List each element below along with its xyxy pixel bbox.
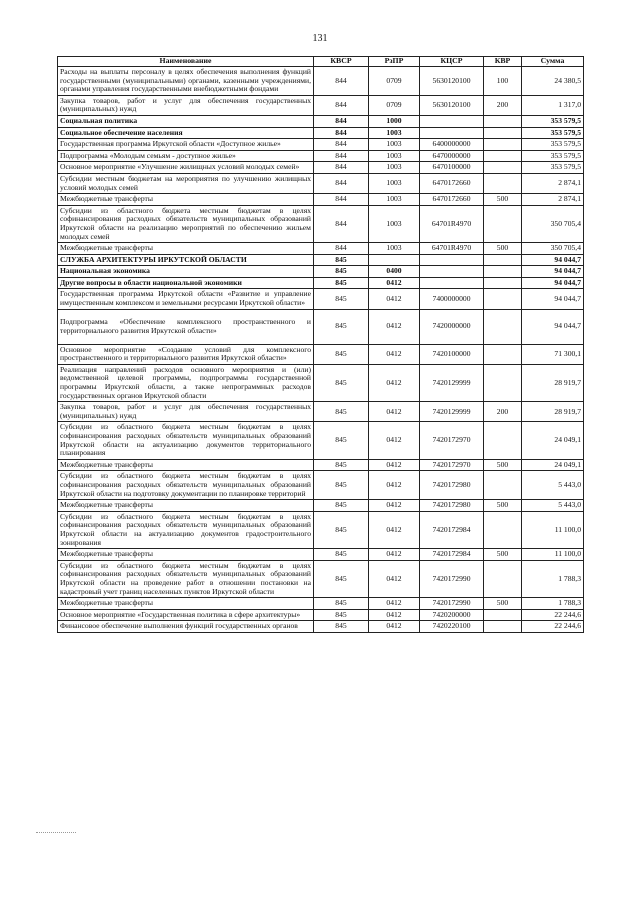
row-kvsr-cell: 845	[314, 344, 369, 364]
table-row	[58, 598, 584, 610]
table-row	[58, 364, 584, 401]
row-kcsr-cell: 7420172980	[420, 500, 484, 512]
row-kvr-cell: 500	[484, 459, 522, 471]
header-rzpr: РзПР	[369, 57, 420, 67]
table-row	[58, 67, 584, 96]
row-kvsr-cell: 845	[314, 560, 369, 597]
row-kcsr-cell	[420, 266, 484, 278]
row-kcsr-cell	[420, 115, 484, 127]
row-rzpr-cell	[369, 254, 420, 266]
row-rzpr-cell: 0412	[369, 560, 420, 597]
header-row	[58, 57, 584, 67]
row-kcsr-cell: 7400000000	[420, 289, 484, 309]
row-kcsr-cell: 6470172660	[420, 194, 484, 206]
table-row	[58, 511, 584, 548]
row-sum-cell: 353 579,5	[522, 115, 584, 127]
row-sum-cell: 24 380,5	[522, 67, 584, 96]
table-row	[58, 127, 584, 139]
row-sum-cell: 1 788,3	[522, 598, 584, 610]
table-row	[58, 243, 584, 255]
table-row	[58, 500, 584, 512]
row-kvr-cell: 500	[484, 598, 522, 610]
row-kvr-cell	[484, 560, 522, 597]
row-sum-cell: 2 874,1	[522, 173, 584, 193]
row-kvsr-cell: 845	[314, 549, 369, 561]
scan-artifact	[36, 832, 76, 834]
row-kcsr-cell: 6470000000	[420, 150, 484, 162]
table-row	[58, 422, 584, 459]
row-rzpr-cell: 0400	[369, 266, 420, 278]
row-kvr-cell	[484, 162, 522, 174]
row-sum-cell: 353 579,5	[522, 150, 584, 162]
row-kvr-cell	[484, 277, 522, 289]
row-kvr-cell	[484, 621, 522, 633]
row-kvr-cell: 500	[484, 194, 522, 206]
row-name-cell: Другие вопросы в области национальной экономики	[58, 277, 314, 289]
row-kcsr-cell: 7420172990	[420, 598, 484, 610]
table-row	[58, 344, 584, 364]
header-kvsr: КВСР	[314, 57, 369, 67]
row-rzpr-cell: 0412	[369, 471, 420, 500]
row-name-cell: Государственная программа Иркутской области «Развитие и управление имущественным комплексом и земельными ресурсами Иркутской области»	[58, 289, 314, 309]
row-sum-cell: 350 705,4	[522, 205, 584, 242]
row-rzpr-cell: 0412	[369, 289, 420, 309]
row-sum-cell: 353 579,5	[522, 127, 584, 139]
row-kvr-cell: 100	[484, 67, 522, 96]
row-rzpr-cell: 1003	[369, 150, 420, 162]
row-sum-cell: 94 044,7	[522, 289, 584, 309]
row-name-cell: Субсидии из областного бюджета местным бюджетам в целях софинансирования расходных обязательств муниципальных образований Иркутской области на проведение работ в отношении постановки на кадастровый учет границ населенных пунктов Иркутской области	[58, 560, 314, 597]
row-kvr-cell: 200	[484, 402, 522, 422]
row-rzpr-cell: 1003	[369, 127, 420, 139]
row-sum-cell: 353 579,5	[522, 139, 584, 151]
table-row	[58, 205, 584, 242]
table-row	[58, 162, 584, 174]
header-name: Наименование	[58, 57, 314, 67]
row-kvsr-cell: 844	[314, 205, 369, 242]
row-kvsr-cell: 844	[314, 127, 369, 139]
row-name-cell: Финансовое обеспечение выполнения функций государственных органов	[58, 621, 314, 633]
row-name-cell: Социальная политика	[58, 115, 314, 127]
row-kcsr-cell: 7420200000	[420, 609, 484, 621]
row-rzpr-cell: 0412	[369, 511, 420, 548]
row-kvsr-cell: 845	[314, 277, 369, 289]
page-number: 131	[312, 33, 328, 44]
row-name-cell: Межбюджетные трансферты	[58, 459, 314, 471]
row-kvsr-cell: 845	[314, 289, 369, 309]
table-row	[58, 254, 584, 266]
row-kvr-cell	[484, 254, 522, 266]
row-name-cell: Расходы на выплаты персоналу в целях обеспечения выполнения функций государственными (муниципальными) органами, казенными учреждениями, органами управления государственными внебюджетными фондами	[58, 67, 314, 96]
row-kvsr-cell: 845	[314, 500, 369, 512]
row-kcsr-cell: 5630120100	[420, 95, 484, 115]
header-kvr: КВР	[484, 57, 522, 67]
row-sum-cell: 1 788,3	[522, 560, 584, 597]
row-kvr-cell: 500	[484, 549, 522, 561]
row-kvsr-cell: 844	[314, 95, 369, 115]
row-sum-cell: 5 443,0	[522, 471, 584, 500]
row-rzpr-cell: 1003	[369, 173, 420, 193]
row-kvr-cell	[484, 609, 522, 621]
row-rzpr-cell: 0709	[369, 67, 420, 96]
row-kvr-cell	[484, 266, 522, 278]
row-sum-cell: 11 100,0	[522, 511, 584, 548]
row-kvsr-cell: 845	[314, 254, 369, 266]
row-rzpr-cell: 0412	[369, 364, 420, 401]
row-kvsr-cell: 844	[314, 173, 369, 193]
row-kvsr-cell: 845	[314, 309, 369, 344]
table-row	[58, 289, 584, 309]
row-rzpr-cell: 0412	[369, 459, 420, 471]
row-rzpr-cell: 0709	[369, 95, 420, 115]
table-row	[58, 150, 584, 162]
row-kcsr-cell: 64701R4970	[420, 205, 484, 242]
row-kvr-cell	[484, 173, 522, 193]
table-header	[58, 57, 584, 67]
row-kvsr-cell: 845	[314, 459, 369, 471]
row-rzpr-cell: 1003	[369, 162, 420, 174]
row-sum-cell: 5 443,0	[522, 500, 584, 512]
table-row	[58, 621, 584, 633]
row-kcsr-cell: 7420172980	[420, 471, 484, 500]
row-sum-cell: 28 919,7	[522, 402, 584, 422]
table-row	[58, 309, 584, 344]
row-sum-cell: 94 044,7	[522, 309, 584, 344]
row-kvsr-cell: 844	[314, 115, 369, 127]
row-sum-cell: 22 244,6	[522, 609, 584, 621]
row-kvsr-cell: 845	[314, 609, 369, 621]
row-kvr-cell	[484, 139, 522, 151]
row-kcsr-cell: 7420220100	[420, 621, 484, 633]
row-name-cell: Субсидии из областного бюджета местным бюджетам в целях софинансирования расходных обязательств муниципальных образований Иркутской области на реализацию мероприятий по обеспечению жильем молодых семей	[58, 205, 314, 242]
row-kvsr-cell: 845	[314, 621, 369, 633]
header-sum: Сумма	[522, 57, 584, 67]
row-name-cell: Субсидии из областного бюджета местным бюджетам в целях софинансирования расходных обязательств муниципальных образований Иркутской области на актуализацию документов градостроительного зонирования	[58, 511, 314, 548]
row-kvr-cell	[484, 150, 522, 162]
header-kcsr: КЦСР	[420, 57, 484, 67]
row-name-cell: СЛУЖБА АРХИТЕКТУРЫ ИРКУТСКОЙ ОБЛАСТИ	[58, 254, 314, 266]
row-kvsr-cell: 845	[314, 511, 369, 548]
row-kvr-cell	[484, 309, 522, 344]
row-sum-cell: 24 049,1	[522, 459, 584, 471]
row-kcsr-cell: 64701R4970	[420, 243, 484, 255]
row-kcsr-cell: 7420172984	[420, 511, 484, 548]
row-sum-cell: 2 874,1	[522, 194, 584, 206]
row-sum-cell: 94 044,7	[522, 254, 584, 266]
row-kvr-cell	[484, 127, 522, 139]
row-kcsr-cell: 6470100000	[420, 162, 484, 174]
row-name-cell: Основное мероприятие «Государственная политика в сфере архитектуры»	[58, 609, 314, 621]
row-sum-cell: 1 317,0	[522, 95, 584, 115]
row-kvsr-cell: 845	[314, 422, 369, 459]
table-row	[58, 560, 584, 597]
row-kcsr-cell: 7420100000	[420, 344, 484, 364]
row-name-cell: Подпрограмма «Обеспечение комплексного пространственного и территориального развития Иркутской области»	[58, 309, 314, 344]
row-kvr-cell: 500	[484, 243, 522, 255]
table-row	[58, 115, 584, 127]
table-row	[58, 402, 584, 422]
row-rzpr-cell: 0412	[369, 598, 420, 610]
row-kvsr-cell: 844	[314, 162, 369, 174]
table-row	[58, 266, 584, 278]
row-kcsr-cell: 7420000000	[420, 309, 484, 344]
row-name-cell: Основное мероприятие «Создание условий для комплексного пространственного и территориального развития Иркутской области»	[58, 344, 314, 364]
row-rzpr-cell: 0412	[369, 402, 420, 422]
row-kcsr-cell: 7420129999	[420, 364, 484, 401]
row-name-cell: Межбюджетные трансферты	[58, 500, 314, 512]
row-kcsr-cell	[420, 127, 484, 139]
row-sum-cell: 28 919,7	[522, 364, 584, 401]
row-name-cell: Субсидии из областного бюджета местным бюджетам в целях софинансирования расходных обязательств муниципальных образований Иркутской области на актуализацию документов территориального планирования	[58, 422, 314, 459]
row-rzpr-cell: 0412	[369, 621, 420, 633]
row-rzpr-cell: 0412	[369, 422, 420, 459]
row-sum-cell: 350 705,4	[522, 243, 584, 255]
row-kcsr-cell	[420, 254, 484, 266]
row-rzpr-cell: 1003	[369, 139, 420, 151]
row-kvr-cell	[484, 205, 522, 242]
row-kcsr-cell	[420, 277, 484, 289]
row-kvr-cell	[484, 115, 522, 127]
row-name-cell: Межбюджетные трансферты	[58, 549, 314, 561]
table-row	[58, 139, 584, 151]
row-kvr-cell	[484, 511, 522, 548]
table-body	[58, 67, 584, 633]
row-sum-cell: 94 044,7	[522, 266, 584, 278]
row-name-cell: Межбюджетные трансферты	[58, 598, 314, 610]
budget-table	[57, 56, 584, 633]
row-kcsr-cell: 7420172984	[420, 549, 484, 561]
table-row	[58, 549, 584, 561]
row-name-cell: Закупка товаров, работ и услуг для обеспечения государственных (муниципальных) нужд	[58, 95, 314, 115]
row-kvsr-cell: 845	[314, 402, 369, 422]
row-kcsr-cell: 6470172660	[420, 173, 484, 193]
table-row	[58, 95, 584, 115]
row-sum-cell: 11 100,0	[522, 549, 584, 561]
row-name-cell: Межбюджетные трансферты	[58, 243, 314, 255]
row-kvr-cell	[484, 471, 522, 500]
row-rzpr-cell: 0412	[369, 277, 420, 289]
row-name-cell: Национальная экономика	[58, 266, 314, 278]
row-kvr-cell: 200	[484, 95, 522, 115]
table-row	[58, 459, 584, 471]
row-kvsr-cell: 844	[314, 139, 369, 151]
table-row	[58, 194, 584, 206]
row-kvsr-cell: 845	[314, 471, 369, 500]
row-kcsr-cell: 5630120100	[420, 67, 484, 96]
row-name-cell: Реализация направлений расходов основного мероприятия и (или) ведомственной целевой программы, подпрограммы государственной программы Иркутской области, а также непрограммных расходов государственных органов Иркутской области	[58, 364, 314, 401]
row-rzpr-cell: 1000	[369, 115, 420, 127]
row-kvr-cell	[484, 422, 522, 459]
row-kvr-cell	[484, 364, 522, 401]
row-kvsr-cell: 845	[314, 598, 369, 610]
row-name-cell: Субсидии из областного бюджета местным бюджетам в целях софинансирования расходных обязательств муниципальных образований Иркутской области на подготовку документации по планировке территорий	[58, 471, 314, 500]
row-sum-cell: 71 300,1	[522, 344, 584, 364]
row-rzpr-cell: 0412	[369, 609, 420, 621]
row-kvsr-cell: 844	[314, 243, 369, 255]
row-rzpr-cell: 0412	[369, 500, 420, 512]
row-rzpr-cell: 0412	[369, 549, 420, 561]
row-name-cell: Государственная программа Иркутской области «Доступное жилье»	[58, 139, 314, 151]
row-sum-cell: 22 244,6	[522, 621, 584, 633]
table-row	[58, 173, 584, 193]
row-name-cell: Социальное обеспечение населения	[58, 127, 314, 139]
row-kvr-cell	[484, 289, 522, 309]
row-kcsr-cell: 7420172970	[420, 422, 484, 459]
row-kcsr-cell: 7420129999	[420, 402, 484, 422]
table-row	[58, 609, 584, 621]
row-name-cell: Межбюджетные трансферты	[58, 194, 314, 206]
table-row	[58, 471, 584, 500]
row-kcsr-cell: 6400000000	[420, 139, 484, 151]
row-name-cell: Подпрограмма «Молодым семьям - доступное жилье»	[58, 150, 314, 162]
row-kvsr-cell: 845	[314, 266, 369, 278]
row-rzpr-cell: 1003	[369, 194, 420, 206]
row-rzpr-cell: 0412	[369, 344, 420, 364]
row-rzpr-cell: 0412	[369, 309, 420, 344]
row-kvsr-cell: 845	[314, 364, 369, 401]
table-row	[58, 277, 584, 289]
row-sum-cell: 24 049,1	[522, 422, 584, 459]
row-rzpr-cell: 1003	[369, 205, 420, 242]
row-kcsr-cell: 7420172990	[420, 560, 484, 597]
row-rzpr-cell: 1003	[369, 243, 420, 255]
row-kvsr-cell: 844	[314, 150, 369, 162]
row-sum-cell: 353 579,5	[522, 162, 584, 174]
row-kvsr-cell: 844	[314, 194, 369, 206]
row-kcsr-cell: 7420172970	[420, 459, 484, 471]
row-sum-cell: 94 044,7	[522, 277, 584, 289]
row-kvsr-cell: 844	[314, 67, 369, 96]
row-name-cell: Субсидии местным бюджетам на мероприятия по улучшению жилищных условий молодых семей	[58, 173, 314, 193]
row-name-cell: Закупка товаров, работ и услуг для обеспечения государственных (муниципальных) нужд	[58, 402, 314, 422]
row-name-cell: Основное мероприятие «Улучшение жилищных условий молодых семей»	[58, 162, 314, 174]
row-kvr-cell: 500	[484, 500, 522, 512]
row-kvr-cell	[484, 344, 522, 364]
